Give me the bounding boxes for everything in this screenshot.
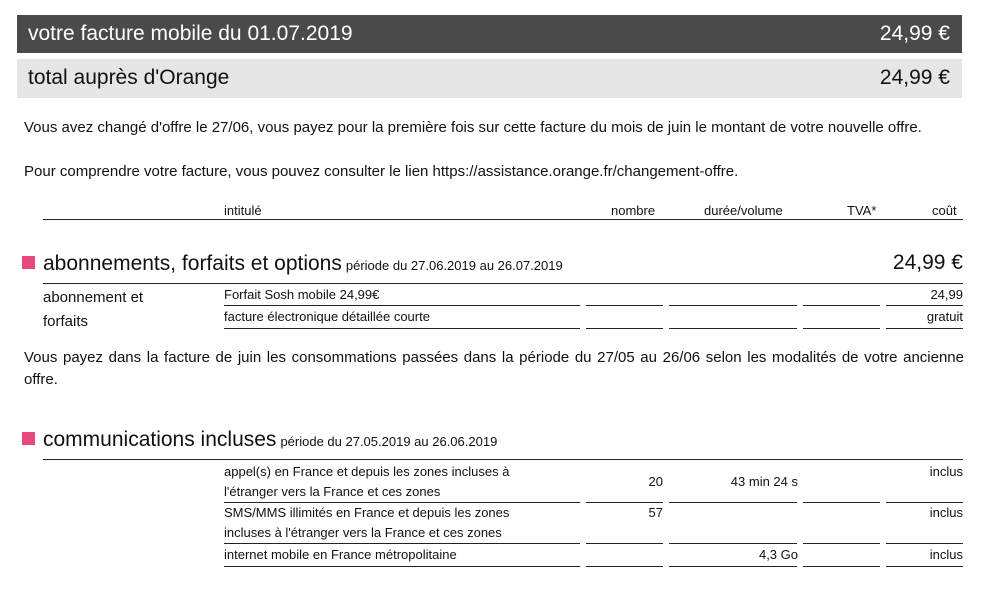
row-rule <box>803 566 880 567</box>
section-abonnements-heading <box>22 252 563 276</box>
total-amount: 24,99 € <box>879 66 950 89</box>
table-row-cost: inclus <box>929 547 963 562</box>
row-rule <box>803 305 880 306</box>
table-row-label <box>224 503 509 543</box>
row-rule <box>224 543 580 544</box>
row-rule <box>669 502 797 503</box>
row-rule <box>224 328 580 329</box>
label-line: incluses à l'étranger vers la France et ces zones <box>224 525 502 540</box>
section-abonnements-title: abonnements, forfaits et options <box>43 252 342 275</box>
label-line: SMS/MMS illimités en France et depuis les zones <box>224 505 510 520</box>
table-row-cost: inclus <box>929 464 963 479</box>
pink-square-icon <box>22 432 35 445</box>
header-divider <box>43 219 963 220</box>
section-abonnements-period: période du 27.06.2019 au 26.07.2019 <box>345 258 563 273</box>
table-row-label: facture électronique détaillée courte <box>224 309 430 324</box>
row-rule <box>886 543 963 544</box>
table-row-label <box>224 462 509 502</box>
row-rule <box>886 305 963 306</box>
row-rule <box>586 328 663 329</box>
label-line: appel(s) en France et depuis les zones incluses à <box>224 464 510 479</box>
section-abonnements-amount: 24,99 € <box>892 251 963 274</box>
table-row-label: Forfait Sosh mobile 24,99€ <box>224 287 380 302</box>
consumption-note: Vous payez dans la facture de juin les consommations passées dans la période du 27/05 au 26/06 selon les modalités de votre ancienne offre. <box>24 349 964 388</box>
section-communications-title: communications incluses <box>43 428 277 451</box>
row-rule <box>669 305 797 306</box>
row-rule <box>669 543 797 544</box>
section-communications-heading <box>22 428 497 452</box>
category-line-2: forfaits <box>43 313 89 330</box>
section-communications-rule <box>43 459 963 460</box>
row-rule <box>224 305 580 306</box>
row-rule <box>669 328 797 329</box>
pink-square-icon <box>22 256 35 269</box>
intro-link-paragraph: Pour comprendre votre facture, vous pouvez consulter le lien https://assistance.orange.fr/changement-offre. <box>24 163 739 180</box>
label-line: l'étranger vers la France et ces zones <box>224 484 441 499</box>
total-label: total auprès d'Orange <box>28 66 230 89</box>
table-row-cost: 24,99 <box>930 287 963 302</box>
total-bar <box>17 59 962 98</box>
row-rule <box>886 328 963 329</box>
column-nombre: nombre <box>611 203 656 218</box>
invoice-header-bar <box>17 15 962 53</box>
table-row-cost: inclus <box>929 505 963 520</box>
table-row-duree: 4,3 Go <box>758 547 798 562</box>
category-line-1: abonnement et <box>43 289 144 306</box>
row-rule <box>886 566 963 567</box>
intro-paragraph: Vous avez changé d'offre le 27/06, vous payez pour la première fois sur cette facture du mois de juin le montant de votre nouvelle offre. <box>24 119 922 136</box>
row-rule <box>586 543 663 544</box>
table-row-nombre: 20 <box>648 474 663 489</box>
column-cout: coût <box>932 203 957 218</box>
row-rule <box>803 328 880 329</box>
section-communications-period: période du 27.05.2019 au 26.06.2019 <box>280 434 498 449</box>
table-row-duree: 43 min 24 s <box>730 474 798 489</box>
table-row-nombre: 57 <box>648 505 663 520</box>
invoice-title: votre facture mobile du 01.07.2019 <box>28 22 353 45</box>
column-tva: TVA* <box>847 203 877 218</box>
column-intitule: intitulé <box>224 203 262 218</box>
table-row-cost: gratuit <box>926 309 963 324</box>
row-rule <box>586 305 663 306</box>
row-rule <box>669 566 797 567</box>
category-label <box>43 286 143 334</box>
row-rule <box>803 502 880 503</box>
table-row-label: internet mobile en France métropolitaine <box>224 547 457 562</box>
row-rule <box>803 543 880 544</box>
column-duree: durée/volume <box>704 203 783 218</box>
section-abonnements-rule <box>43 283 963 284</box>
row-rule <box>586 566 663 567</box>
row-rule <box>224 566 580 567</box>
invoice-amount: 24,99 € <box>879 22 950 45</box>
